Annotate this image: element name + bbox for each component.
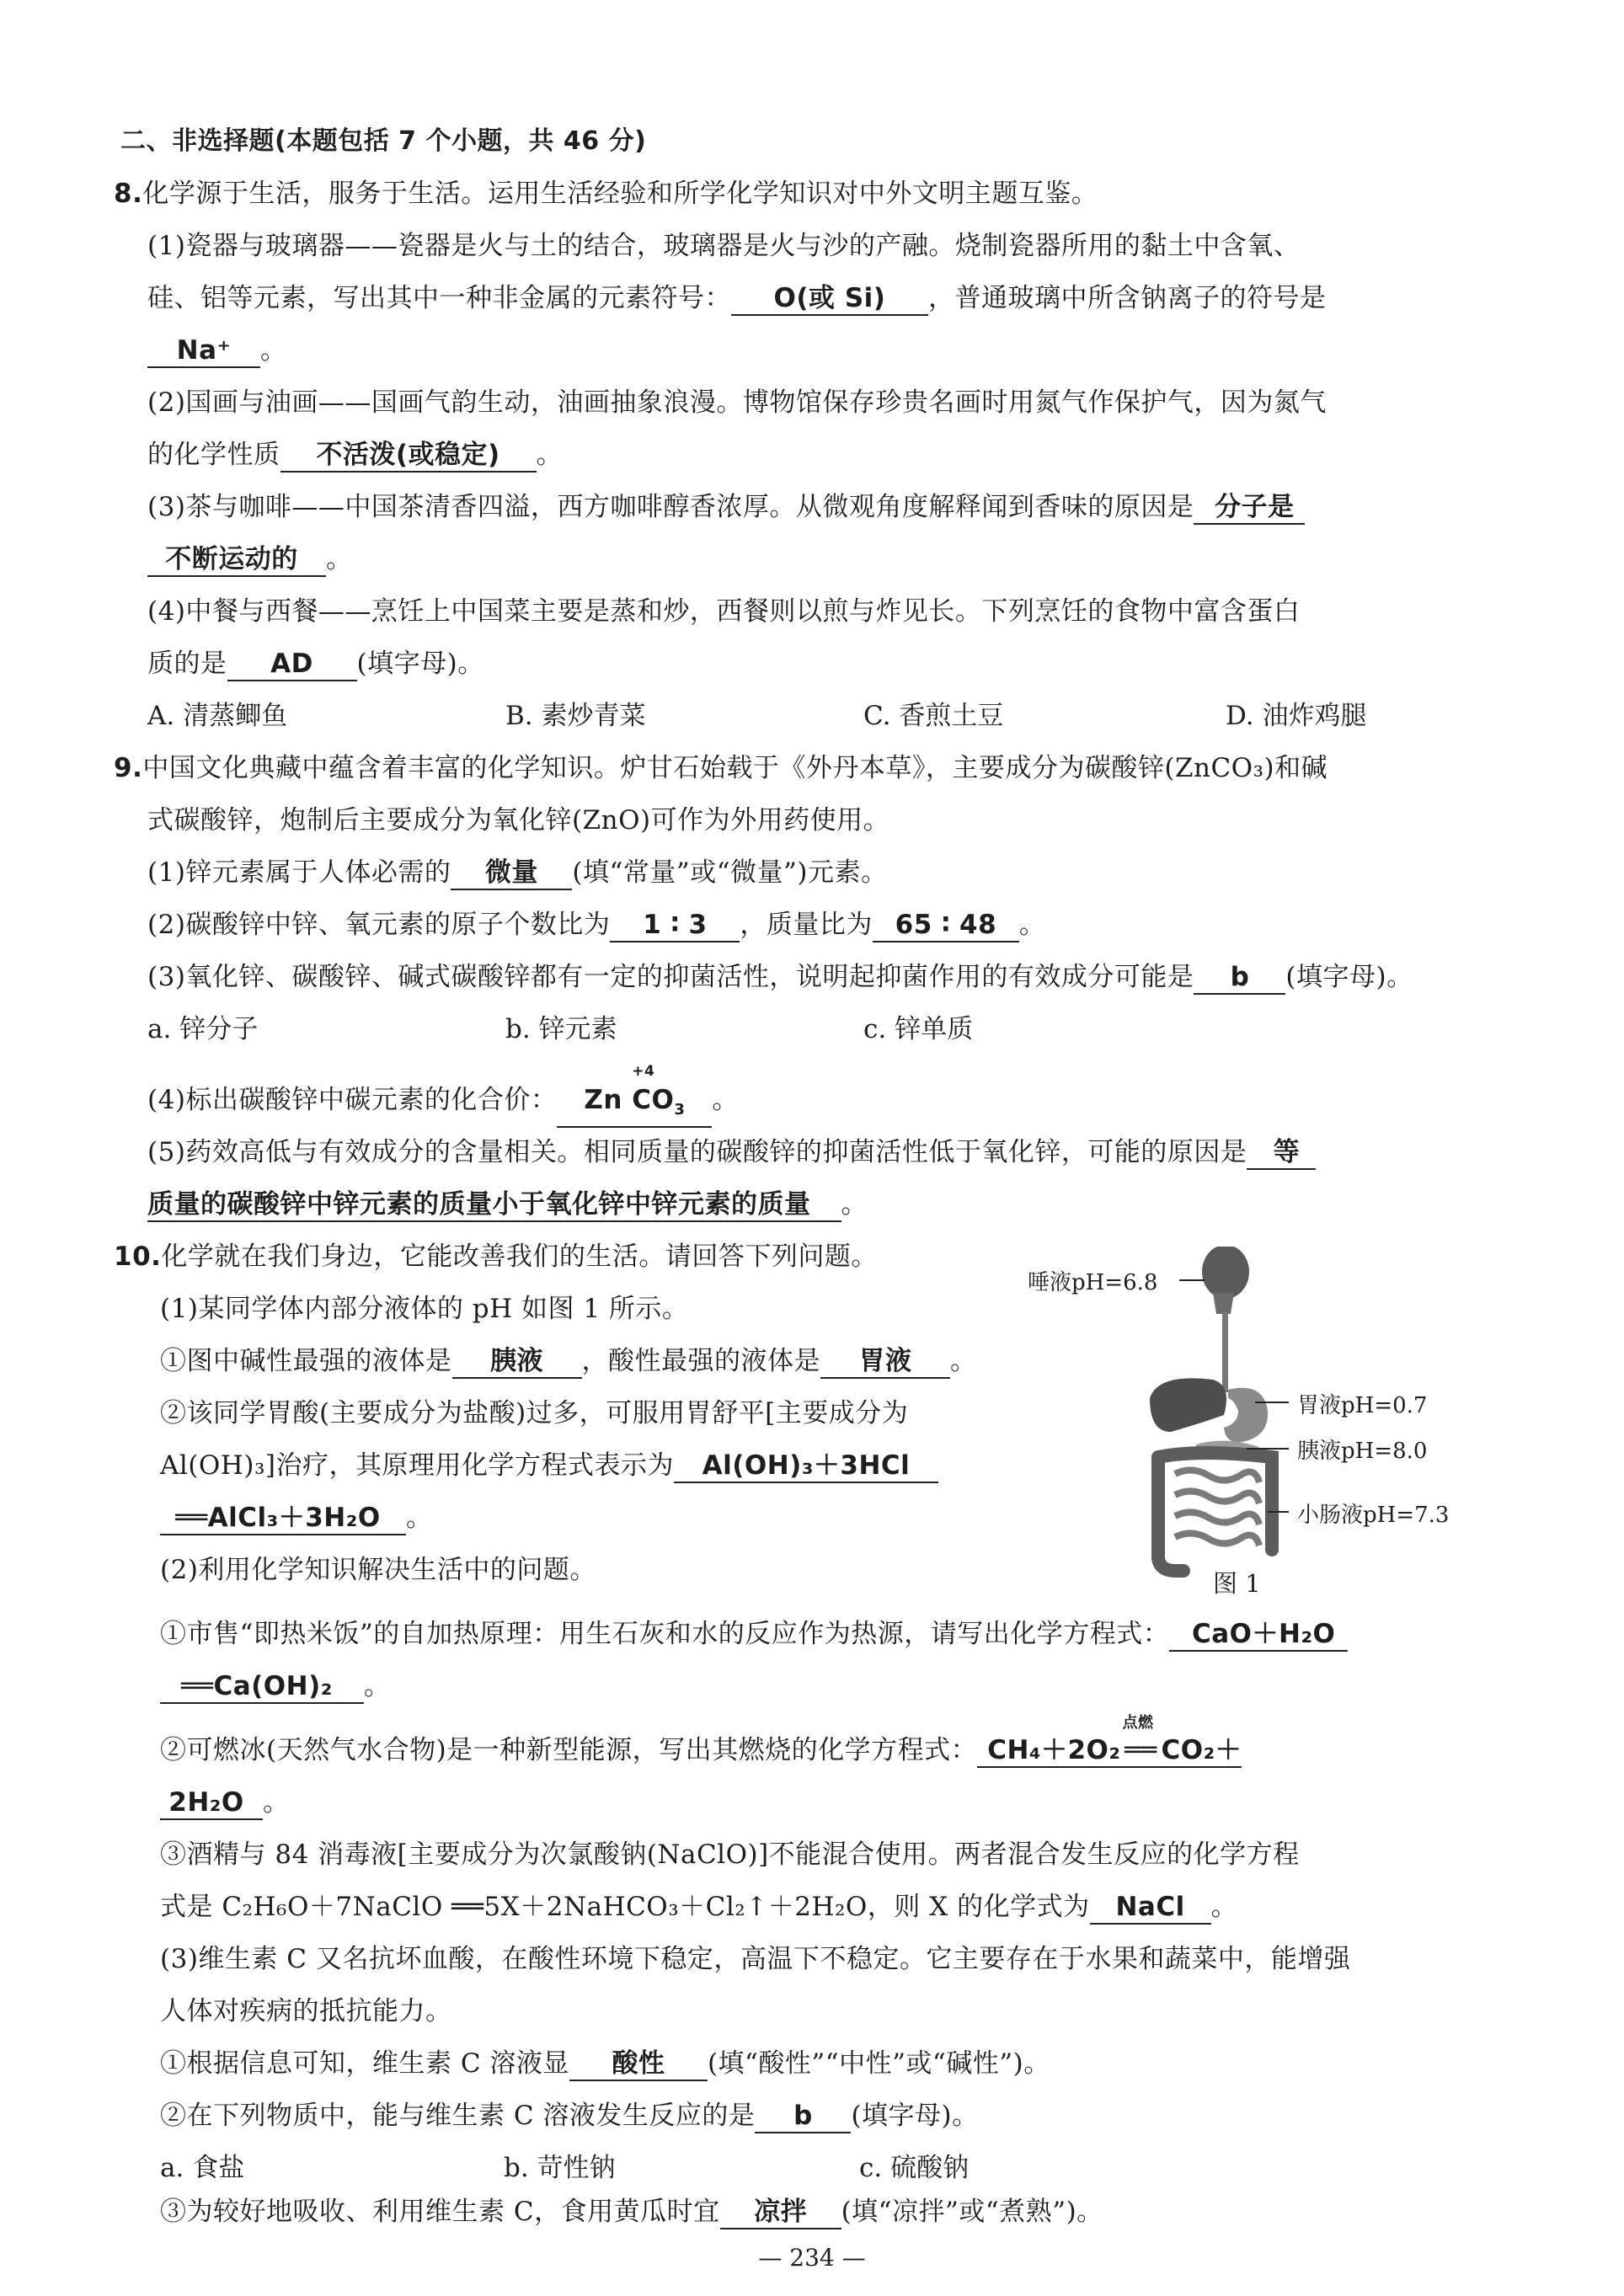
q10-p2-2-answer1: CH₄＋2O₂ 点燃 ══ CO₂＋ — [977, 1734, 1242, 1768]
q10-p1-2-line3 — [160, 1499, 433, 1536]
q10-stem — [114, 1238, 878, 1275]
q9-p2-end: 。 — [1018, 910, 1046, 940]
q9-p4-sub: 3 — [674, 1101, 686, 1119]
q9-p2-text: (2)碳酸锌中锌、氧元素的原子个数比为 — [147, 910, 611, 940]
q10-p3-1-end: (填“酸性”“中性”或“碱性”)。 — [707, 2048, 1050, 2079]
q10-p3-3-end: (填“凉拌”或“煮熟”)。 — [841, 2197, 1103, 2227]
q8-p4-line2 — [147, 645, 484, 682]
q9-option-c: c. 锌单质 — [863, 1014, 974, 1044]
q10-p3-3-answer: 凉拌 — [720, 2196, 841, 2229]
q10-p1-1-text: ①图中碱性最强的液体是 — [160, 1346, 452, 1376]
q8-p4-end: (填字母)。 — [356, 649, 484, 679]
q9-p1-text: (1)锌元素属于人体必需的 — [147, 857, 451, 888]
q9-p3-text: (3)氧化锌、碳酸锌、碱式碳酸锌都有一定的抑菌活性，说明起抑菌作用的有效成分可能是 — [147, 962, 1194, 992]
q8-p1-line2 — [147, 280, 1327, 317]
q8-p3-answer2: 不断运动的 — [147, 543, 326, 577]
q8-p3-text: (3)茶与咖啡——中国茶清香四溢，西方咖啡醇香浓厚。从微观角度解释闻到香味的原因是 — [147, 492, 1194, 522]
q9-p1 — [147, 854, 888, 891]
intestinal-juice-ph-label: 小肠液pH=7.3 — [1297, 1503, 1450, 1528]
q8-p2-answer: 不活泼(或稳定) — [280, 439, 537, 473]
section-title: 二、非选择题(本题包括 7 个小题，共 46 分) — [120, 126, 647, 156]
q10-option-a: a. 食盐 — [160, 2153, 245, 2183]
pancreatic-juice-ph-label: 胰液pH=8.0 — [1297, 1439, 1428, 1464]
q10-p3-2-text: ②在下列物质中，能与维生素 C 溶液发生反应的是 — [160, 2101, 756, 2131]
q9-p5-answer1: 等 — [1247, 1136, 1316, 1170]
digestive-system-illustration — [1032, 1247, 1470, 1600]
q8-p1-line1: (1)瓷器与玻璃器——瓷器是火与土的结合，玻璃器是火与沙的产融。烧制瓷器所用的黏土中含氧、 — [147, 231, 1301, 261]
q9-stem-line2: 式碳酸锌，炮制后主要成分为氧化锌(ZnO)可作为外用药使用。 — [147, 805, 890, 836]
q10-p2-1-answer2: ══Ca(OH)₂ — [160, 1670, 364, 1704]
q8-option-d: D. 油炸鸡腿 — [1226, 701, 1367, 731]
q10-p1-2-answer1: Al(OH)₃＋3HCl — [674, 1450, 938, 1483]
q9-p2-answer2: 65 ∶ 48 — [873, 909, 1019, 942]
q8-p4-text: 质的是 — [147, 649, 227, 679]
q9-p5-text: (5)药效高低与有效成分的含量相关。相同质量的碳酸锌的抑菌活性低于氧化锌，可能的原因是 — [147, 1137, 1247, 1167]
q8-p1-text: 硅、铝等元素，写出其中一种非金属的元素符号： — [147, 283, 731, 313]
q9-option-a: a. 锌分子 — [147, 1014, 259, 1044]
q8-p2-text: 的化学性质 — [147, 440, 280, 470]
q10-p1-2-end: 。 — [406, 1503, 433, 1533]
q10-p2-1-line2 — [160, 1668, 391, 1705]
q10-p1-2-line2 — [160, 1447, 938, 1484]
q10-p1-1 — [160, 1343, 977, 1380]
q10-p3-line2: 人体对疾病的抵抗能力。 — [160, 1996, 452, 2026]
q10-p3-1-text: ①根据信息可知，维生素 C 溶液显 — [160, 2048, 569, 2079]
q10-number: 10. — [114, 1241, 162, 1272]
q9-p1-end: (填“常量”或“微量”)元素。 — [572, 857, 888, 888]
page-number: — 234 — — [758, 2244, 866, 2272]
q9-p4-zn: Zn — [584, 1085, 622, 1115]
q8-number: 8. — [114, 179, 143, 209]
q8-p3-answer1: 分子是 — [1194, 491, 1305, 525]
q9-p4-text: (4)标出碳酸锌中碳元素的化合价： — [147, 1085, 558, 1115]
q8-option-a: A. 清蒸鲫鱼 — [147, 701, 288, 731]
q9-p3-answer: b — [1194, 961, 1285, 995]
q8-p1-answer1: O(或 Si) — [731, 282, 928, 316]
q10-p2-1-line1 — [160, 1615, 1348, 1653]
q8-p2-line1: (2)国画与油画——国画气韵生动，油画抽象浪漫。博物馆保存珍贵名画时用氮气作保护气，因为氮气 — [147, 387, 1327, 418]
q10-p2-2-condition: 点燃 — [1122, 1714, 1154, 1732]
q9-p5-end: 。 — [841, 1189, 868, 1220]
q10-p1-2-line1: ②该同学胃酸(主要成分为盐酸)过多，可服用胃舒平[主要成分为 — [160, 1398, 909, 1428]
q8-p3-line1 — [147, 489, 1305, 526]
q10-p1-1-answer1: 胰液 — [452, 1345, 582, 1379]
q8-p3-line2 — [147, 541, 353, 578]
q10-p3-2 — [160, 2097, 979, 2134]
q10-p2-1-answer1: CaO＋H₂O — [1169, 1618, 1348, 1652]
figure-1 — [1028, 1247, 1470, 1600]
q10-option-b: b. 苛性钠 — [504, 2153, 616, 2183]
q8-stem-text: 化学源于生活，服务于生活。运用生活经验和所学化学知识对中外文明主题互鉴。 — [142, 179, 1098, 209]
q8-p1-end: 。 — [260, 335, 287, 366]
q9-p4-c: C — [632, 1085, 652, 1115]
q8-p1-answer2: Na⁺ — [147, 334, 260, 368]
q10-p2-1-end: 。 — [364, 1671, 391, 1701]
q10-p2-3-text: 式是 C₂H₆O＋7NaClO ══5X＋2NaHCO₃＋Cl₂↑＋2H₂O，则 X 的化学式为 — [160, 1892, 1090, 1922]
q9-p1-answer: 微量 — [451, 857, 572, 890]
q9-p5-line1 — [147, 1134, 1316, 1171]
q10-stem-text: 化学就在我们身边，它能改善我们的生活。请回答下列问题。 — [161, 1241, 878, 1272]
q8-p1-line3 — [147, 332, 287, 369]
q10-p1-2-text: Al(OH)₃]治疗，其原理用化学方程式表示为 — [160, 1450, 674, 1481]
q9-p4-answer — [557, 1063, 712, 1128]
q10-p3-3-text: ③为较好地吸收、利用维生素 C，食用黄瓜时宜 — [160, 2197, 720, 2227]
q10-p3-line1: (3)维生素 C 又名抗坏血酸，在酸性环境下稳定，高温下不稳定。它主要存在于水果和蔬菜中，能增强 — [160, 1944, 1351, 1974]
q10-p2-2-line2 — [160, 1784, 290, 1821]
q8-option-c: C. 香煎土豆 — [863, 701, 1004, 731]
q8-p1-text2: ，普通玻璃中所含钠离子的符号是 — [928, 283, 1327, 313]
q9-p4-o: O — [651, 1085, 675, 1115]
q8-p4-line1: (4)中餐与西餐——烹饪上中国菜主要是蒸和炒，西餐则以煎与炸见长。下列烹饪的食物中富含蛋白 — [147, 596, 1301, 627]
q10-p1-1-answer2: 胃液 — [820, 1345, 950, 1379]
q8-p3-end: 。 — [326, 544, 353, 574]
q9-p4-charge: +4 — [632, 1063, 655, 1080]
q10-p1-2-answer2: ══AlCl₃＋3H₂O — [160, 1502, 406, 1535]
q10-p3-1-answer: 酸性 — [569, 2048, 708, 2081]
q10-p2-2-lhs: CH₄＋2O₂ — [987, 1735, 1121, 1765]
q8-p4-answer: AD — [227, 648, 357, 681]
q10-p2-3-line1: ③酒精与 84 消毒液[主要成分为次氯酸钠(NaClO)]不能混合使用。两者混合发生反应的化学方程 — [160, 1839, 1300, 1870]
q10-p2-2-rhs: CO₂＋ — [1161, 1735, 1242, 1765]
q9-p3-end: (填字母)。 — [1285, 962, 1413, 992]
q10-p1-1-text2: ，酸性最强的液体是 — [581, 1346, 820, 1376]
q10-p2-2-end: 。 — [263, 1787, 290, 1818]
q9-p5-answer2: 质量的碳酸锌中锌元素的质量小于氧化锌中锌元素的质量 — [147, 1188, 841, 1222]
q9-p4 — [147, 1063, 739, 1128]
q9-p3 — [147, 958, 1413, 996]
q8-p2-end: 。 — [536, 440, 563, 470]
q8-p2-line2 — [147, 436, 563, 473]
q9-p2-text2: ，质量比为 — [740, 910, 873, 940]
q9-stem-text: 中国文化典藏中蕴含着丰富的化学知识。炉甘石始载于《外丹本草》，主要成分为碳酸锌(ZnCO₃)和碱 — [142, 753, 1328, 783]
q9-p2 — [147, 906, 1045, 943]
q10-option-c: c. 硫酸钠 — [859, 2153, 970, 2183]
q10-p2-3-line2 — [160, 1888, 1237, 1925]
q9-p4-end: 。 — [712, 1085, 739, 1115]
q8-stem — [114, 175, 1098, 212]
q10-p2-1-text: ①市售“即热米饭”的自加热原理：用生石灰和水的反应作为热源，请写出化学方程式： — [160, 1619, 1170, 1649]
q8-option-b: B. 素炒青菜 — [505, 701, 646, 731]
q10-p2: (2)利用化学知识解决生活中的问题。 — [160, 1555, 596, 1585]
q10-p2-2-answer2: 2H₂O — [160, 1786, 263, 1820]
saliva-ph-label: 唾液pH=6.8 — [1028, 1270, 1158, 1295]
q10-p3-2-end: (填字母)。 — [851, 2101, 979, 2131]
q9-option-b: b. 锌元素 — [505, 1014, 617, 1044]
figure-1-caption: 图 1 — [1213, 1569, 1261, 1598]
q10-p3-2-answer: b — [755, 2100, 851, 2133]
q10-p1: (1)某同学体内部分液体的 pH 如图 1 所示。 — [160, 1294, 689, 1324]
gastric-juice-ph-label: 胃液pH=0.7 — [1297, 1393, 1428, 1418]
q10-p2-2-text: ②可燃冰(天然气水合物)是一种新型能源，写出其燃烧的化学方程式： — [160, 1735, 978, 1765]
q10-p2-3-answer: NaCl — [1090, 1891, 1211, 1925]
q9-p5-line2 — [147, 1186, 868, 1223]
q10-p3-1 — [160, 2045, 1050, 2082]
q9-stem-line1 — [114, 750, 1328, 787]
q10-p2-2-line1 — [160, 1714, 1242, 1769]
q9-p2-answer1: 1 ∶ 3 — [610, 909, 740, 942]
q10-p2-3-end: 。 — [1210, 1892, 1238, 1922]
q10-p3-3 — [160, 2193, 1103, 2230]
q10-p1-1-end: 。 — [950, 1346, 977, 1376]
q9-number: 9. — [114, 753, 143, 783]
